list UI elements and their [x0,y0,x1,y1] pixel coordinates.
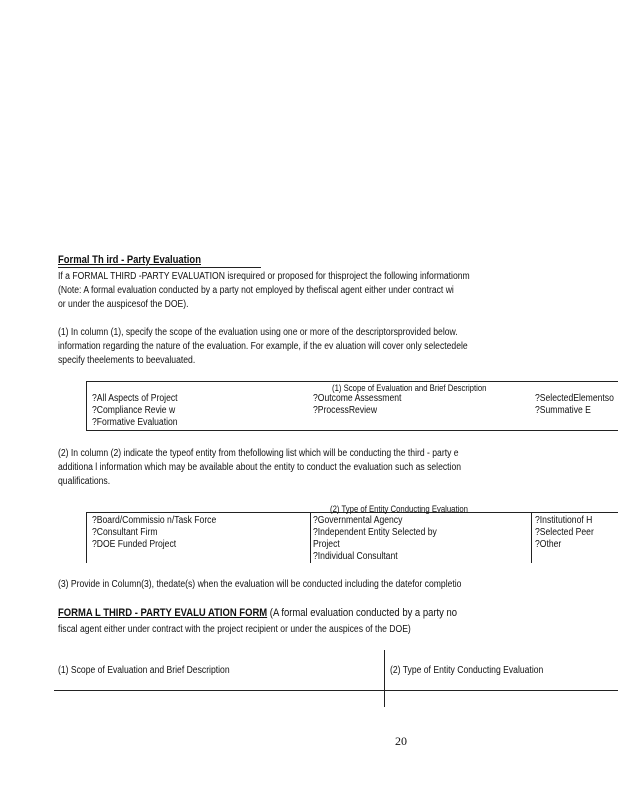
form-column-header: (2) Type of Entity Conducting Evaluation [390,665,544,676]
table-cell: ?Individual Consultant [313,551,398,562]
table-column-divider [531,512,532,563]
table-cell: ?Consultant Firm [92,527,158,538]
form-heading-line [58,607,457,619]
table-cell: ?Governmental Agency [313,515,403,526]
table-border-bottom [86,430,618,431]
table-cell: ?Summative E [535,405,591,416]
form-title: FORMA L THIRD - PARTY EVALU ATION FORM [58,607,268,619]
heading-underline [58,267,261,268]
table-header: (2) Type of Entity Conducting Evaluation [330,504,468,514]
body-line: (2) In column (2) indicate the typeof entity from thefollowing list which will be conducting the third - party e [58,448,459,459]
body-line: (1) In column (1), specify the scope of the evaluation using one or more of the descriptorsprovided below. [58,327,458,338]
body-line: or under the auspicesof the DOE). [58,299,189,310]
table-header: (1) Scope of Evaluation and Brief Description [332,383,487,393]
table-column-divider [310,512,311,563]
table-cell: ?All Aspects of Project [92,393,178,404]
table-cell: ?Board/Commissio n/Task Force [92,515,217,526]
table-cell: ?Outcome Assessment [313,393,402,404]
table-cell: ?Institutionof H [535,515,593,526]
table-cell: ?Formative Evaluation [92,417,178,428]
body-line: (Note: A formal evaluation conducted by a party not employed by thefiscal agent either under contract wi [58,285,454,296]
form-column-divider [384,650,385,707]
body-line: information regarding the nature of the evaluation. For example, if the ev aluation will cover only selectedele [58,341,468,352]
table-cell: Project [313,539,340,550]
form-title-note: (A formal evaluation conducted by a party no [267,607,458,619]
table-border-left [86,512,87,563]
section-heading: Formal Th ird - Party Evaluation [58,254,201,266]
body-line: specify theelements to beevaluated. [58,355,196,366]
table-cell: ?SelectedElementso [535,393,614,404]
table-cell: ?DOE Funded Project [92,539,177,550]
body-line: (3) Provide in Column(3), thedate(s) when the evaluation will be conducted including the datefor completio [58,579,462,590]
body-line: qualifications. [58,476,111,487]
body-line: If a FORMAL THIRD -PARTY EVALUATION isrequired or proposed for thisproject the following informationm [58,271,470,282]
table-cell: ?Other [535,539,562,550]
table-cell: ?Independent Entity Selected by [313,527,437,538]
table-border-left [86,381,87,431]
form-row-border [54,690,618,691]
body-line: additiona l information which may be available about the entity to conduct the evaluation such as selection [58,462,462,473]
table-cell: ?ProcessReview [313,405,378,416]
body-line: fiscal agent either under contract with the project recipient or under the auspices of the DOE) [58,624,411,635]
table-cell: ?Compliance Revie w [92,405,176,416]
form-column-header: (1) Scope of Evaluation and Brief Description [58,665,230,676]
page-number: 20 [395,734,407,748]
table-cell: ?Selected Peer [535,527,594,538]
